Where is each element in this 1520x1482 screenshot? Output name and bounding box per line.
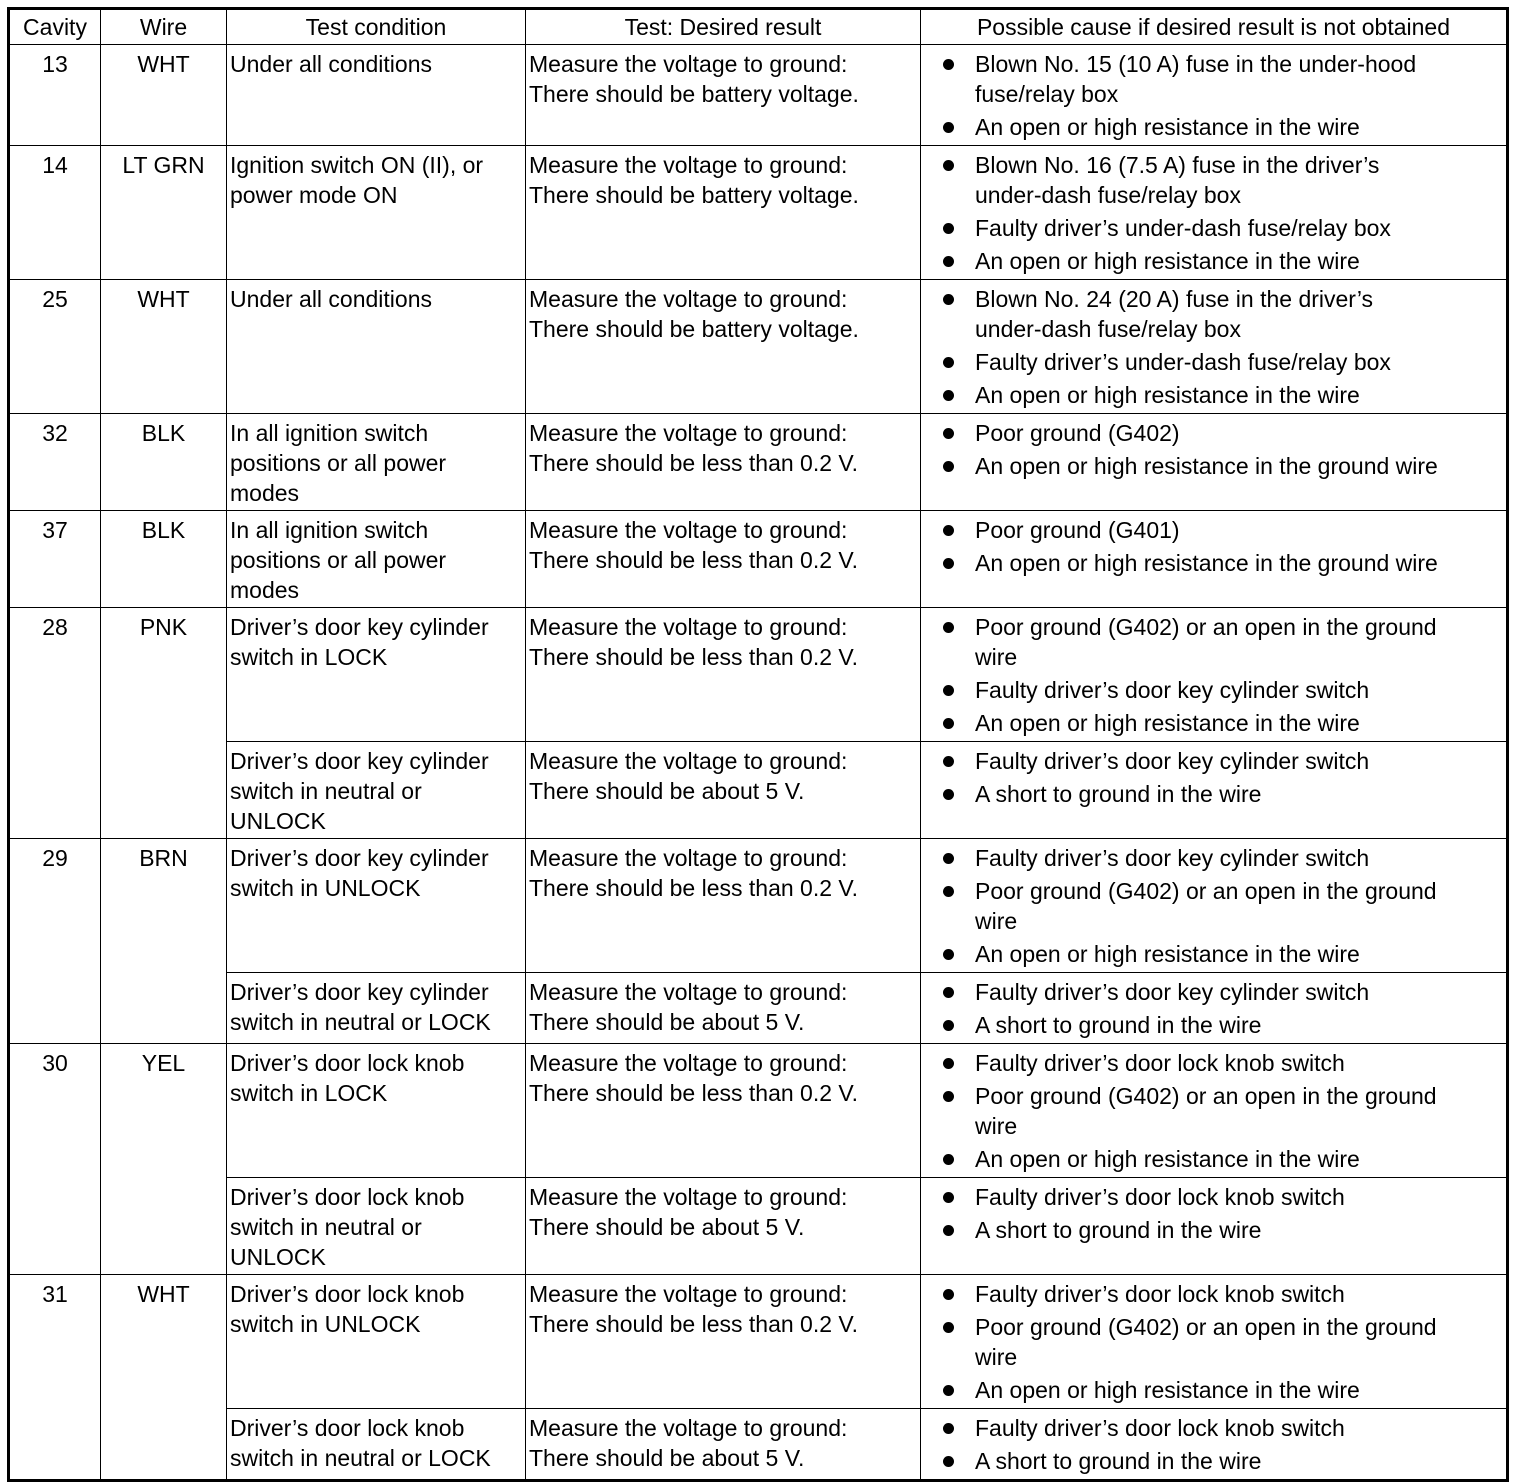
bullet-icon <box>943 756 954 767</box>
possible-cause-cell <box>921 1178 1508 1275</box>
header-cavity: Cavity <box>9 9 101 45</box>
cavity-cell: 37 <box>9 511 101 608</box>
cause-line: Faulty driver’s door key cylinder switch <box>975 979 1370 1005</box>
cause-line: Faulty driver’s under-dash fuse/relay box <box>975 349 1391 375</box>
test-condition-cell <box>227 973 526 1044</box>
result-line: Measure the voltage to ground: <box>529 420 848 446</box>
result-line: There should be battery voltage. <box>529 81 859 107</box>
desired-result-cell <box>526 1275 921 1409</box>
condition-line: positions or all power <box>230 450 447 476</box>
cause-line: Faulty driver’s door key cylinder switch <box>975 845 1370 871</box>
table-row <box>9 280 1508 414</box>
condition-line: Under all conditions <box>230 51 433 77</box>
condition-line: switch in LOCK <box>230 1080 388 1106</box>
condition-line: Driver’s door lock knob <box>230 1281 465 1307</box>
cavity-cell: 25 <box>9 280 101 414</box>
condition-line: Driver’s door key cylinder <box>230 614 489 640</box>
cause-item <box>939 876 1500 936</box>
cause-list <box>939 515 1500 578</box>
bullet-icon <box>943 428 954 439</box>
desired-result-cell <box>526 1044 921 1178</box>
condition-line: Driver’s door lock knob <box>230 1415 465 1441</box>
condition-line: In all ignition switch <box>230 420 429 446</box>
cause-list <box>939 150 1500 276</box>
cause-line: Faulty driver’s under-dash fuse/relay box <box>975 215 1391 241</box>
cause-list <box>939 1279 1500 1405</box>
result-line: There should be less than 0.2 V. <box>529 1080 859 1106</box>
condition-line: modes <box>230 577 300 603</box>
cause-line: Faulty driver’s door key cylinder switch <box>975 677 1370 703</box>
table-row <box>9 45 1508 146</box>
result-line: There should be about 5 V. <box>529 1214 805 1240</box>
cause-item <box>939 779 1500 809</box>
bullet-icon <box>943 256 954 267</box>
table-body <box>9 45 1508 1481</box>
table-row <box>9 1275 1508 1409</box>
possible-cause-cell <box>921 1275 1508 1409</box>
test-condition-cell <box>227 608 526 742</box>
bullet-icon <box>943 223 954 234</box>
cause-line: A short to ground in the wire <box>975 1448 1262 1474</box>
condition-line: UNLOCK <box>230 808 326 834</box>
bullet-icon <box>943 622 954 633</box>
cause-item <box>939 1312 1500 1372</box>
result-line: Measure the voltage to ground: <box>529 845 848 871</box>
bullet-icon <box>943 1456 954 1467</box>
cause-list <box>939 418 1500 481</box>
cause-item <box>939 1081 1500 1141</box>
result-line: There should be about 5 V. <box>529 778 805 804</box>
cause-item <box>939 977 1500 1007</box>
condition-line: UNLOCK <box>230 1244 326 1270</box>
desired-result-cell <box>526 280 921 414</box>
bullet-icon <box>943 987 954 998</box>
result-line: Measure the voltage to ground: <box>529 1184 848 1210</box>
cause-item <box>939 49 1500 109</box>
possible-cause-cell <box>921 742 1508 839</box>
result-line: There should be less than 0.2 V. <box>529 450 859 476</box>
condition-line: In all ignition switch <box>230 517 429 543</box>
cause-item <box>939 675 1500 705</box>
cause-item <box>939 548 1500 578</box>
bullet-icon <box>943 122 954 133</box>
desired-result-cell <box>526 839 921 973</box>
wire-cell: WHT <box>101 1275 227 1481</box>
cause-line: wire <box>975 908 1018 934</box>
wire-cell: WHT <box>101 280 227 414</box>
cause-line: Blown No. 16 (7.5 A) fuse in the driver’s <box>975 152 1380 178</box>
wire-cell: BLK <box>101 511 227 608</box>
bullet-icon <box>943 1058 954 1069</box>
condition-line: Ignition switch ON (II), or <box>230 152 484 178</box>
table-row <box>9 414 1508 511</box>
test-condition-cell <box>227 742 526 839</box>
cavity-cell: 31 <box>9 1275 101 1481</box>
cause-line: Faulty driver’s door lock knob switch <box>975 1415 1345 1441</box>
table-row <box>9 146 1508 280</box>
cause-line: Poor ground (G401) <box>975 517 1180 543</box>
cause-item <box>939 1413 1500 1443</box>
cause-line: under-dash fuse/relay box <box>975 316 1241 342</box>
possible-cause-cell <box>921 146 1508 280</box>
result-line: There should be about 5 V. <box>529 1445 805 1471</box>
desired-result-cell <box>526 608 921 742</box>
cause-item <box>939 451 1500 481</box>
desired-result-cell <box>526 414 921 511</box>
cause-line: An open or high resistance in the wire <box>975 1146 1360 1172</box>
result-line: Measure the voltage to ground: <box>529 748 848 774</box>
bullet-icon <box>943 853 954 864</box>
wire-cell: WHT <box>101 45 227 146</box>
cause-list <box>939 843 1500 969</box>
cause-line: A short to ground in the wire <box>975 1217 1262 1243</box>
cause-item <box>939 284 1500 344</box>
cause-line: Blown No. 15 (10 A) fuse in the under-hood <box>975 51 1417 77</box>
bullet-icon <box>943 1225 954 1236</box>
cause-list <box>939 1182 1500 1245</box>
bullet-icon <box>943 789 954 800</box>
test-condition-cell <box>227 45 526 146</box>
test-condition-cell <box>227 414 526 511</box>
possible-cause-cell <box>921 608 1508 742</box>
condition-line: switch in neutral or <box>230 1214 422 1240</box>
condition-line: positions or all power <box>230 547 447 573</box>
cause-item <box>939 380 1500 410</box>
possible-cause-cell <box>921 973 1508 1044</box>
table-row <box>9 1044 1508 1178</box>
cause-line: An open or high resistance in the wire <box>975 382 1360 408</box>
cause-item <box>939 1279 1500 1309</box>
cause-item <box>939 1182 1500 1212</box>
desired-result-cell <box>526 742 921 839</box>
cause-list <box>939 612 1500 738</box>
condition-line: modes <box>230 480 300 506</box>
table-row <box>9 608 1508 742</box>
cause-line: Blown No. 24 (20 A) fuse in the driver’s <box>975 286 1374 312</box>
result-line: Measure the voltage to ground: <box>529 286 848 312</box>
bullet-icon <box>943 1091 954 1102</box>
bullet-icon <box>943 525 954 536</box>
cause-item <box>939 112 1500 142</box>
cause-line: A short to ground in the wire <box>975 1012 1262 1038</box>
condition-line: switch in LOCK <box>230 644 388 670</box>
cause-item <box>939 746 1500 776</box>
header-possible-cause: Possible cause if desired result is not obtained <box>921 9 1508 45</box>
bullet-icon <box>943 59 954 70</box>
cause-line: Poor ground (G402) or an open in the ground <box>975 1083 1437 1109</box>
cause-line: wire <box>975 1344 1018 1370</box>
condition-line: Driver’s door key cylinder <box>230 748 489 774</box>
table-row <box>9 742 1508 839</box>
cause-line: wire <box>975 1113 1018 1139</box>
cavity-cell: 13 <box>9 45 101 146</box>
bullet-icon <box>943 718 954 729</box>
result-line: There should be battery voltage. <box>529 182 859 208</box>
bullet-icon <box>943 1289 954 1300</box>
result-line: There should be less than 0.2 V. <box>529 1311 859 1337</box>
condition-line: switch in neutral or LOCK <box>230 1445 491 1471</box>
cause-item <box>939 939 1500 969</box>
cause-item <box>939 1446 1500 1476</box>
bullet-icon <box>943 1385 954 1396</box>
test-condition-cell <box>227 146 526 280</box>
bullet-icon <box>943 949 954 960</box>
result-line: There should be about 5 V. <box>529 1009 805 1035</box>
cause-line: An open or high resistance in the ground wire <box>975 550 1438 576</box>
cavity-cell: 14 <box>9 146 101 280</box>
result-line: Measure the voltage to ground: <box>529 1050 848 1076</box>
wire-cell: BRN <box>101 839 227 1044</box>
condition-line: switch in neutral or <box>230 778 422 804</box>
cause-list <box>939 49 1500 142</box>
result-line: Measure the voltage to ground: <box>529 51 848 77</box>
test-condition-cell <box>227 511 526 608</box>
cause-item <box>939 347 1500 377</box>
result-line: There should be battery voltage. <box>529 316 859 342</box>
cause-line: An open or high resistance in the wire <box>975 710 1360 736</box>
cavity-cell: 28 <box>9 608 101 839</box>
condition-line: switch in UNLOCK <box>230 1311 421 1337</box>
bullet-icon <box>943 558 954 569</box>
test-condition-cell <box>227 1178 526 1275</box>
connector-test-table <box>7 7 1509 1482</box>
cause-item <box>939 612 1500 672</box>
cause-line: wire <box>975 644 1018 670</box>
cause-line: Faulty driver’s door key cylinder switch <box>975 748 1370 774</box>
condition-line: switch in UNLOCK <box>230 875 421 901</box>
cause-line: Poor ground (G402) or an open in the ground <box>975 878 1437 904</box>
cause-line: An open or high resistance in the wire <box>975 248 1360 274</box>
cause-line: fuse/relay box <box>975 81 1119 107</box>
test-condition-cell <box>227 839 526 973</box>
cause-line: under-dash fuse/relay box <box>975 182 1241 208</box>
result-line: There should be less than 0.2 V. <box>529 875 859 901</box>
cause-list <box>939 1048 1500 1174</box>
cause-line: Faulty driver’s door lock knob switch <box>975 1281 1345 1307</box>
cause-item <box>939 1144 1500 1174</box>
result-line: Measure the voltage to ground: <box>529 979 848 1005</box>
wire-cell: PNK <box>101 608 227 839</box>
cause-list <box>939 1413 1500 1476</box>
cause-item <box>939 418 1500 448</box>
result-line: There should be less than 0.2 V. <box>529 547 859 573</box>
cause-line: Poor ground (G402) or an open in the ground <box>975 1314 1437 1340</box>
wire-cell: YEL <box>101 1044 227 1275</box>
header-test-condition: Test condition <box>227 9 526 45</box>
possible-cause-cell <box>921 839 1508 973</box>
result-line: Measure the voltage to ground: <box>529 1281 848 1307</box>
header-row <box>9 9 1508 45</box>
bullet-icon <box>943 160 954 171</box>
possible-cause-cell <box>921 511 1508 608</box>
result-line: Measure the voltage to ground: <box>529 152 848 178</box>
condition-line: Driver’s door lock knob <box>230 1050 465 1076</box>
desired-result-cell <box>526 511 921 608</box>
test-condition-cell <box>227 280 526 414</box>
condition-line: switch in neutral or LOCK <box>230 1009 491 1035</box>
possible-cause-cell <box>921 414 1508 511</box>
bullet-icon <box>943 357 954 368</box>
cause-item <box>939 708 1500 738</box>
cause-item <box>939 1010 1500 1040</box>
cause-line: Faulty driver’s door lock knob switch <box>975 1050 1345 1076</box>
cause-list <box>939 977 1500 1040</box>
header-desired-result: Test: Desired result <box>526 9 921 45</box>
bullet-icon <box>943 390 954 401</box>
desired-result-cell <box>526 146 921 280</box>
result-line: Measure the voltage to ground: <box>529 517 848 543</box>
cause-line: Poor ground (G402) or an open in the ground <box>975 614 1437 640</box>
bullet-icon <box>943 685 954 696</box>
bullet-icon <box>943 1020 954 1031</box>
desired-result-cell <box>526 1178 921 1275</box>
table-row <box>9 973 1508 1044</box>
condition-line: Driver’s door lock knob <box>230 1184 465 1210</box>
bullet-icon <box>943 886 954 897</box>
cause-list <box>939 284 1500 410</box>
cause-item <box>939 150 1500 210</box>
result-line: Measure the voltage to ground: <box>529 1415 848 1441</box>
test-condition-cell <box>227 1044 526 1178</box>
table-row <box>9 1178 1508 1275</box>
cause-item <box>939 515 1500 545</box>
bullet-icon <box>943 294 954 305</box>
bullet-icon <box>943 1322 954 1333</box>
possible-cause-cell <box>921 1044 1508 1178</box>
header-wire: Wire <box>101 9 227 45</box>
table-row <box>9 839 1508 973</box>
cause-item <box>939 213 1500 243</box>
cause-item <box>939 843 1500 873</box>
test-condition-cell <box>227 1275 526 1409</box>
cause-item <box>939 1048 1500 1078</box>
cavity-cell: 29 <box>9 839 101 1044</box>
condition-line: Driver’s door key cylinder <box>230 845 489 871</box>
desired-result-cell <box>526 45 921 146</box>
cavity-cell: 32 <box>9 414 101 511</box>
cause-item <box>939 1375 1500 1405</box>
condition-line: Driver’s door key cylinder <box>230 979 489 1005</box>
bullet-icon <box>943 1154 954 1165</box>
cause-line: An open or high resistance in the wire <box>975 941 1360 967</box>
cause-item <box>939 1215 1500 1245</box>
bullet-icon <box>943 1192 954 1203</box>
possible-cause-cell <box>921 280 1508 414</box>
cause-line: An open or high resistance in the wire <box>975 1377 1360 1403</box>
bullet-icon <box>943 1423 954 1434</box>
cause-line: A short to ground in the wire <box>975 781 1262 807</box>
desired-result-cell <box>526 973 921 1044</box>
condition-line: power mode ON <box>230 182 398 208</box>
cause-list <box>939 746 1500 809</box>
cause-line: An open or high resistance in the wire <box>975 114 1360 140</box>
wire-cell: LT GRN <box>101 146 227 280</box>
table-row <box>9 511 1508 608</box>
result-line: Measure the voltage to ground: <box>529 614 848 640</box>
condition-line: Under all conditions <box>230 286 433 312</box>
bullet-icon <box>943 461 954 472</box>
cause-line: Poor ground (G402) <box>975 420 1180 446</box>
cavity-cell: 30 <box>9 1044 101 1275</box>
result-line: There should be less than 0.2 V. <box>529 644 859 670</box>
wire-cell: BLK <box>101 414 227 511</box>
cause-line: Faulty driver’s door lock knob switch <box>975 1184 1345 1210</box>
cause-line: An open or high resistance in the ground wire <box>975 453 1438 479</box>
possible-cause-cell <box>921 45 1508 146</box>
cause-item <box>939 246 1500 276</box>
